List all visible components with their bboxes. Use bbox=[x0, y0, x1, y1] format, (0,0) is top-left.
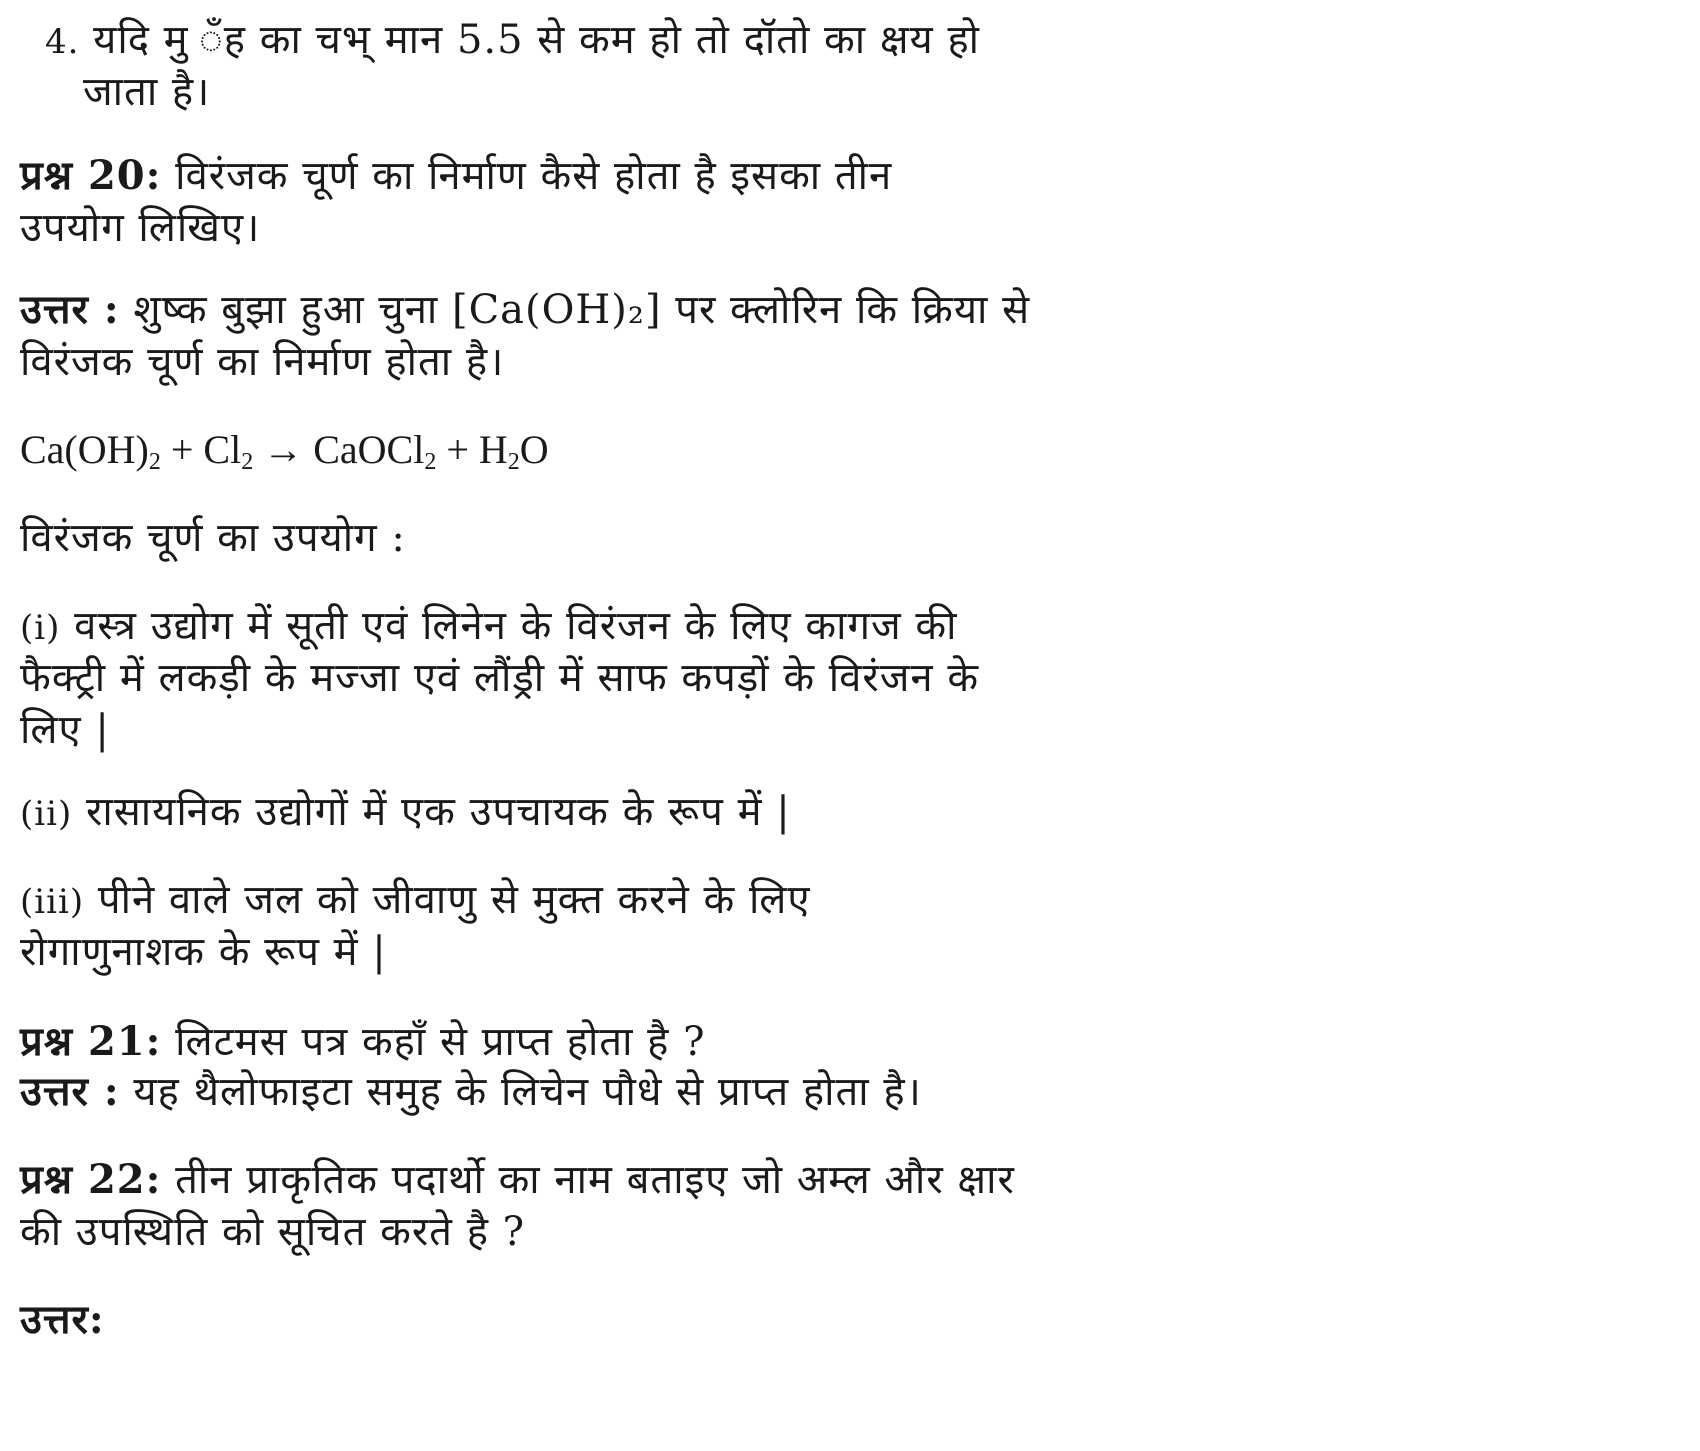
question-21-line-1 bbox=[20, 1016, 706, 1068]
question-20-label: प्रश्न 20: bbox=[20, 152, 162, 199]
equation-product-2-subscript: 2 bbox=[507, 449, 520, 475]
use-i-number: (i) bbox=[20, 608, 61, 648]
equation-arrow: → bbox=[253, 427, 314, 472]
answer-22-label: उत्तर: bbox=[20, 1296, 105, 1343]
question-20-line-1 bbox=[20, 150, 892, 202]
equation-product-2-b: O bbox=[519, 427, 549, 472]
equation-reactant-1-subscript: 2 bbox=[148, 449, 161, 475]
question-22-label: प्रश्न 22: bbox=[20, 1156, 162, 1203]
equation-product-2-a: H bbox=[478, 427, 508, 472]
equation-reactant-2: Cl bbox=[203, 427, 242, 472]
use-iii-line-2: रोगाणुनाशक के रूप में | bbox=[20, 929, 387, 975]
use-ii-number: (ii) bbox=[20, 794, 73, 834]
point-4-line-2: जाता है। bbox=[83, 69, 211, 115]
question-21-label: प्रश्न 21: bbox=[20, 1018, 162, 1065]
point-4-number: 4. bbox=[45, 22, 80, 62]
question-20-line-2: उपयोग लिखिए। bbox=[20, 205, 261, 251]
question-22-line-2: की उपस्थिति को सूचित करते है ? bbox=[20, 1209, 526, 1255]
use-iii-text-1: पीने वाले जल को जीवाणु से मुक्त करने के लिए bbox=[97, 877, 811, 923]
point-4-line-1 bbox=[45, 14, 980, 68]
use-iii-number: (iii) bbox=[20, 882, 85, 922]
use-ii-line-1 bbox=[20, 786, 791, 840]
question-22-line-1 bbox=[20, 1154, 1015, 1206]
chemical-equation bbox=[20, 424, 549, 488]
equation-reactant-1: Ca(OH) bbox=[20, 427, 149, 472]
answer-20-line-1 bbox=[20, 284, 1030, 336]
answer-20-text-1: शुष्क बुझा हुआ चुना [Ca(OH)₂] पर क्लोरिन कि क्रिया से bbox=[133, 287, 1031, 333]
point-4-text-1: यदि मु ँह का चभ् मान 5.5 से कम हो तो दॉतो का क्षय हो bbox=[93, 17, 981, 63]
answer-21-text-1: यह थैलोफाइटा समुह के लिचेन पौधे से प्राप्त होता है। bbox=[133, 1069, 922, 1115]
use-i-text-1: वस्त्र उद्योग में सूती एवं लिनेन के विरंजन के लिए कागज की bbox=[74, 603, 958, 649]
use-i-line-1 bbox=[20, 600, 957, 654]
use-i-line-2: फैक्ट्री में लकड़ी के मज्जा एवं लौंड्री में साफ कपड़ों के विरंजन के bbox=[20, 655, 980, 701]
use-i-line-3: लिए | bbox=[20, 707, 110, 753]
answer-21-label: उत्तर : bbox=[20, 1068, 120, 1115]
answer-20-label: उत्तर : bbox=[20, 286, 120, 333]
answer-20-line-2: विरंजक चूर्ण का निर्माण होता है। bbox=[20, 339, 505, 385]
question-22-text-1: तीन प्राकृतिक पदार्थो का नाम बताइए जो अम्ल और क्षार bbox=[175, 1157, 1015, 1203]
question-20-text-1: विरंजक चूर्ण का निर्माण कैसे होता है इसका तीन bbox=[175, 153, 893, 199]
equation-product-1: CaOCl bbox=[313, 427, 425, 472]
equation-reactant-2-subscript: 2 bbox=[241, 449, 254, 475]
question-21-text-1: लिटमस पत्र कहाँ से प्राप्त होता है ? bbox=[175, 1019, 706, 1065]
use-ii-text-1: रासायनिक उद्योगों में एक उपचायक के रूप में | bbox=[86, 789, 791, 835]
use-iii-line-1 bbox=[20, 874, 811, 928]
uses-heading: विरंजक चूर्ण का उपयोग : bbox=[20, 515, 406, 561]
equation-plus-1: + bbox=[160, 427, 204, 472]
equation-plus-2: + bbox=[436, 427, 479, 472]
equation-product-1-subscript: 2 bbox=[424, 449, 437, 475]
answer-21-line-1 bbox=[20, 1066, 922, 1118]
